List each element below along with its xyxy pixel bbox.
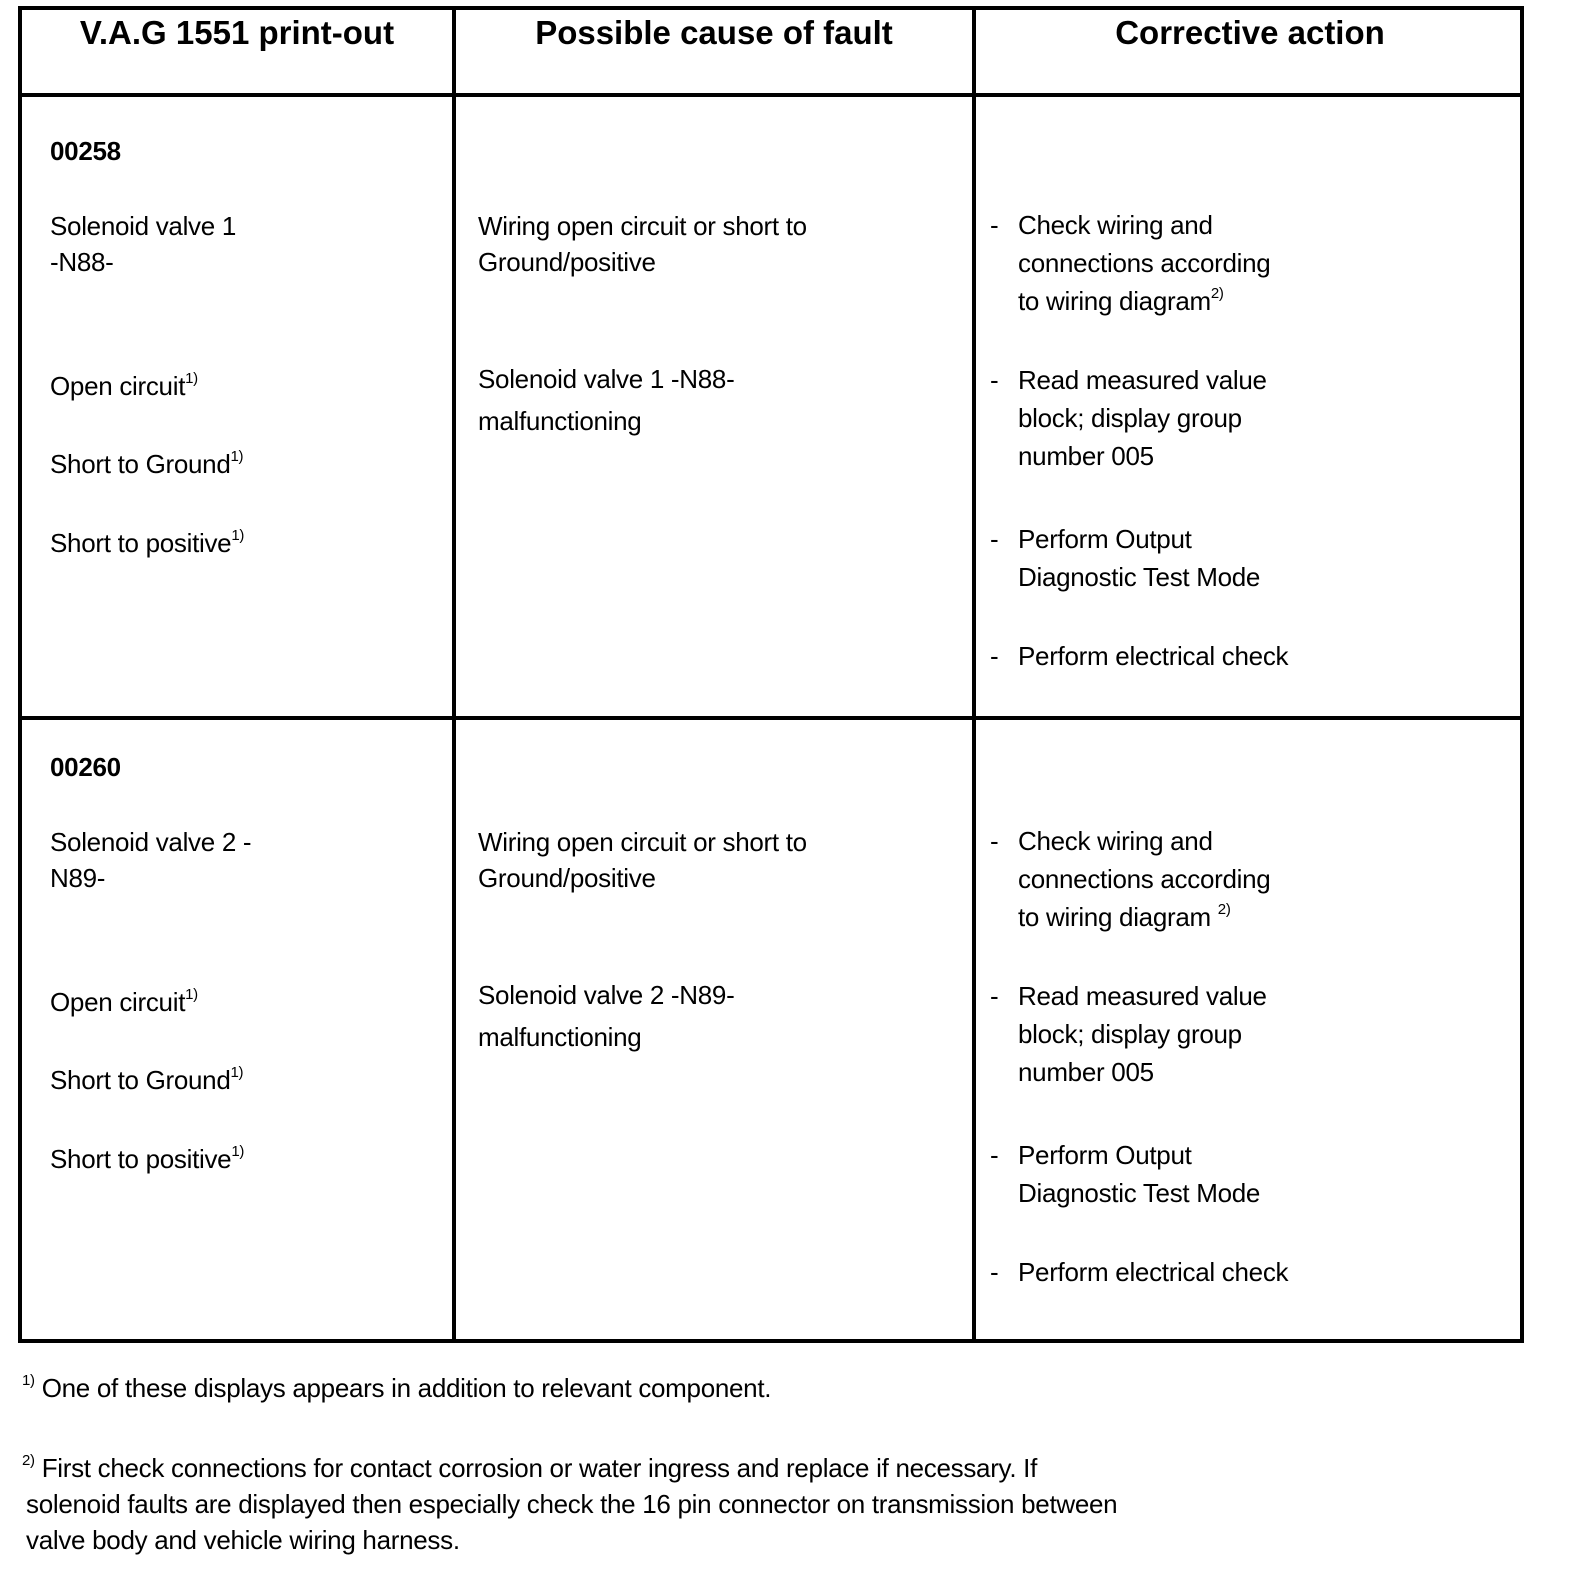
column-divider [972,10,976,1339]
cause-line: malfunctioning [478,406,642,436]
component-name: Solenoid valve 2 - [50,827,252,857]
footnote-2-line-3: valve body and vehicle wiring harness. [26,1525,460,1555]
footnote-1: $^{1)}$ One of these displays appears in addition to relevant component. [22,1372,772,1403]
footnote-ref: 1) [230,1064,244,1081]
component-id: N89- [50,863,106,893]
action-item: - Perform Output Diagnostic Test Mode [990,524,1261,592]
display-item: Short to positive$^{1)}$ [50,527,245,558]
action-item: - Check wiring and connections according to wiring diagram$^{2)}$ [990,210,1271,316]
cause-line: malfunctioning [478,1022,642,1052]
footnote-ref: 1) [231,527,245,544]
footnote-2-line-2: solenoid faults are displayed then especially check the 16 pin connector on transmission between [26,1489,1118,1519]
header-action: Corrective action [1115,14,1385,51]
footnote-ref: 1) [185,986,198,1003]
display-item: Open circuit$^{1)}$ [50,370,198,401]
cause-line: Ground/positive [478,247,656,277]
action-item: - Check wiring and connections according to wiring diagram $^{2)}$ [990,826,1271,932]
display-item: Short to Ground$^{1)}$ [50,448,244,479]
display-item: Open circuit$^{1)}$ [50,986,198,1017]
action-item: - Perform electrical check [990,641,1289,671]
column-divider [452,10,456,1339]
fault-table [18,6,1524,1343]
row-divider [22,716,1520,720]
display-item: Short to Ground$^{1)}$ [50,1064,244,1095]
action-item: - Perform electrical check [990,1257,1289,1287]
cause-line: Ground/positive [478,863,656,893]
action-item: - Perform Output Diagnostic Test Mode [990,1140,1261,1208]
fault-code: 00260 [50,752,121,782]
action-item: - Read measured value block; display group number 005 [990,981,1267,1087]
fault-code: 00258 [50,136,121,166]
header-printout: V.A.G 1551 print-out [79,14,395,51]
header-divider [22,93,1520,97]
footnote-mark: 2) [22,1452,35,1469]
action-item: - Read measured value block; display group number 005 [990,365,1267,471]
cause-line: Wiring open circuit or short to [478,827,807,857]
component-name: Solenoid valve 1 [50,211,236,241]
cause-line: Solenoid valve 2 -N89- [478,980,735,1010]
cause-line: Solenoid valve 1 -N88- [478,364,735,394]
cause-line: Wiring open circuit or short to [478,211,807,241]
footnote-ref: 2) [1217,901,1231,918]
footnote-mark: 1) [22,1372,35,1389]
footnote-2: $^{2)}$ First check connections for contact corrosion or water ingress and replace if necessary. If [22,1452,1038,1483]
footnote-ref: 1) [230,448,244,465]
footnote-ref: 1) [185,370,198,387]
header-cause: Possible cause of fault [535,14,893,51]
footnote-ref: 1) [231,1143,245,1160]
component-id: -N88- [50,247,114,277]
footnote-ref: 2) [1210,285,1224,302]
display-item: Short to positive$^{1)}$ [50,1143,245,1174]
